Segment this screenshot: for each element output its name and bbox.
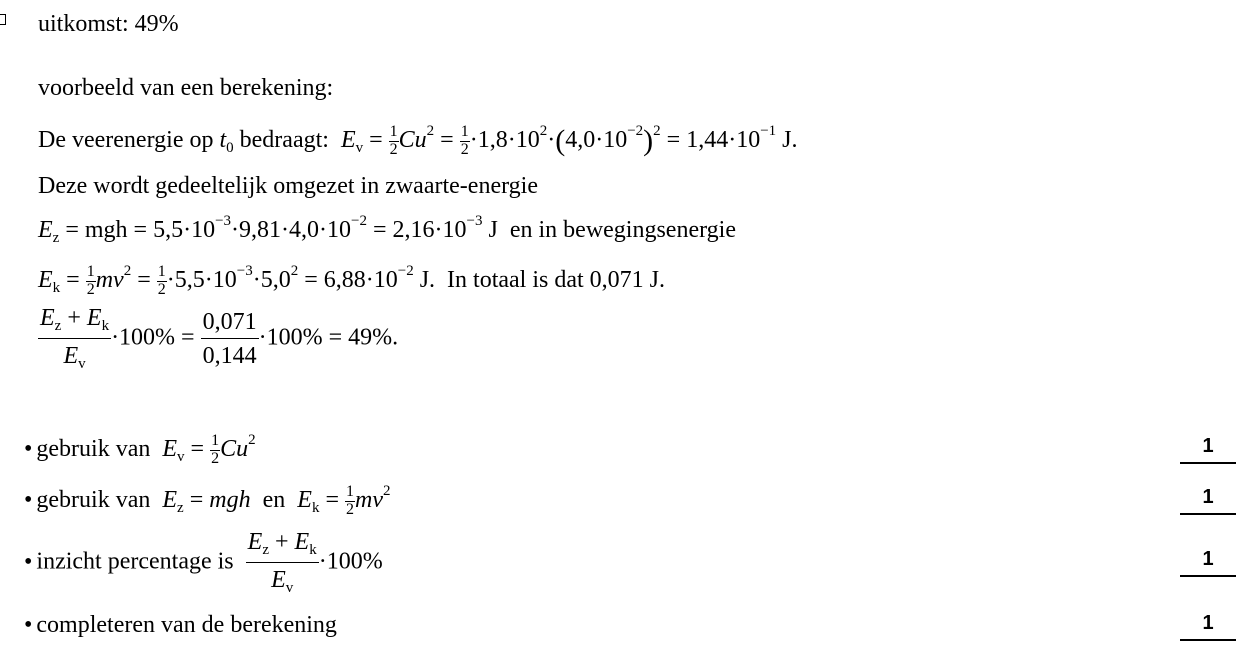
calc-line-percentage: $\frac{E_z + E_k}{E_v}$ ·100% = $\frac{0,071}{0,144}$ ·100% = 49%. [40, 305, 399, 372]
calc-line-conversion: Deze wordt gedeeltelijk omgezet in zwaarte-energie [38, 173, 538, 199]
bullet-icon: • [24, 436, 33, 462]
checkbox-icon [0, 14, 6, 25]
outcome-text: uitkomst: 49% [38, 11, 179, 37]
scoring-item: • gebruik van $E_v$ = $\frac{1}{2}$ Cu$^2$ [24, 432, 256, 467]
calc-line-spring-energy: De veerenergie op $t_0$ bedraagt: $E_v$ = $\frac{1}{2}$ $Cu^2$ = $\frac{1}{2}$ $\cdot 1,8\cdot 10^2\cdot(4,0\cdot 10^{-2})^2 = 1,44\cdot 10^{-1}$ J. [38, 123, 798, 158]
scoring-item: • completeren van de berekening [24, 612, 337, 638]
score-value: 1 [1180, 549, 1236, 577]
bullet-icon: • [24, 548, 33, 575]
score-value: 1 [1180, 487, 1236, 515]
example-heading: voorbeeld van een berekening: [38, 75, 334, 101]
score-value: 1 [1180, 436, 1236, 464]
scoring-item: • gebruik van $E_z$ = mgh en $E_k$ = $\frac{1}{2}$ $mv^2$ [24, 483, 391, 518]
scoring-item: • inzicht percentage is $\frac{E_z + E_k}{E_v}$ ·100% [24, 529, 383, 596]
calc-line-kinetic-energy: $E_k$ = $\frac{1}{2}$ $mv^2$ = $\frac{1}{2}$ $\cdot 5,5\cdot 10^{-3}\cdot 5,0^2 = 6,88\cdot 10^{-2}$ J. In totaal is dat 0,071 J. [38, 263, 666, 298]
bullet-icon: • [24, 487, 33, 513]
bullet-icon: • [24, 612, 33, 638]
calc-line-gravitational-energy: $E_z$ = mgh = $5,5\cdot 10^{-3}\cdot 9,81\cdot 4,0\cdot 10^{-2} = 2,16\cdot 10^{-3}$ J en in bewegingsenergie [38, 213, 736, 246]
score-value: 1 [1180, 613, 1236, 641]
